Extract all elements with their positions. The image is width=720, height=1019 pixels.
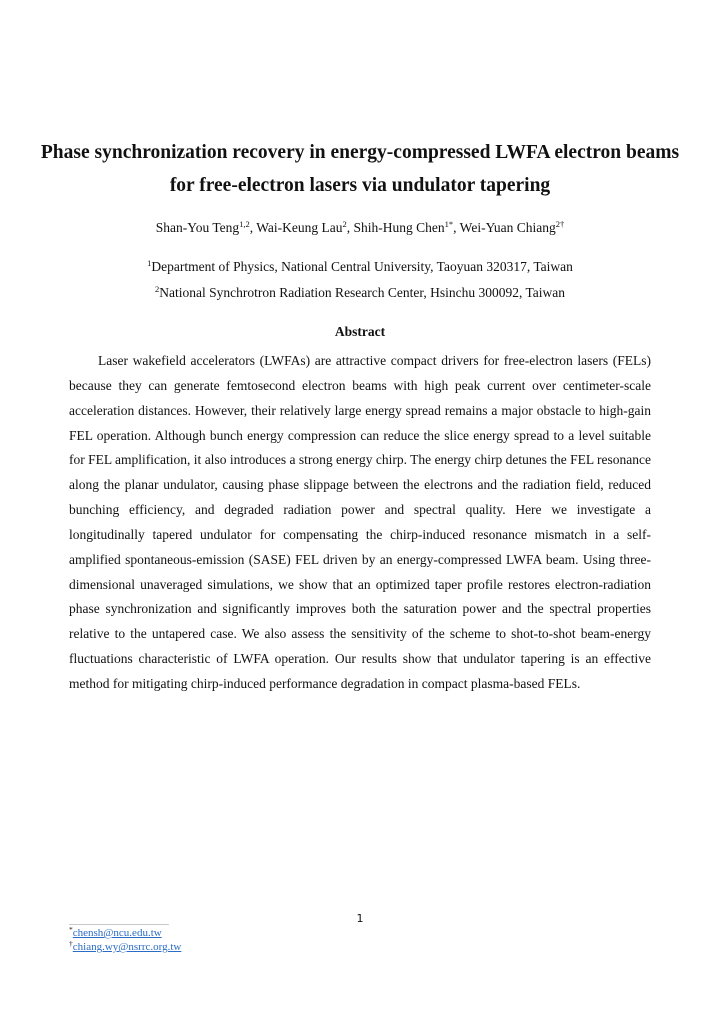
email-link[interactable]: chiang.wy@nsrrc.org.tw bbox=[72, 941, 182, 953]
affiliation-text: National Synchrotron Radiation Research Center, Hsinchu 300092, Taiwan bbox=[159, 285, 566, 300]
author-list: Shan-You Teng$^{1,2}$, Wai-Keung Lau$^2$, Shih-Hung Chen$^{1*}$, Wei-Yuan Chiang$^{2\dagger}$ bbox=[155, 219, 565, 235]
author-name: Wei-Yuan Chiang bbox=[459, 220, 556, 235]
author-affiliation-mark: 2 bbox=[342, 219, 347, 229]
paper-title: Phase synchronization recovery in energy-compressed LWFA electron beams for free-electron lasers via undulator tapering bbox=[40, 142, 680, 196]
abstract-body: Laser wakefield accelerators (LWFAs) are attractive compact drivers for free-electron lasers (FELs) because they can generate femtosecond electron beams with high peak current over centimeter-scale acceleration distances. However, their relatively large energy spread remains a major obstacle to high-gain FEL operation. Although bunch energy compression can reduce the slice energy spread to a level suitable for FEL amplification, it also introduces a strong energy chirp. The energy chirp detunes the FEL resonance along the planar undulator, causing phase slippage between the electrons and the radiation field, reduced bunching efficiency, and degraded radiation power and spectral quality. Here we investigate a longitudinally tapered undulator for compensating the chirp-induced resonance mismatch in a self-amplified spontaneous-emission (SASE) FEL driven by an energy-compressed LWFA beam. Using three-dimensional unaveraged simulations, we show that an optimized taper profile restores electron-radiation phase synchronization and significantly improves both the saturation power and the spectral properties relative to the untapered case. We also assess the sensitivity of the scheme to shot-to-shot beam-energy fluctuations characteristic of LWFA operation. Our results show that undulator tapering is an effective method for mitigating chirp-induced performance degradation in compact plasma-based FELs. bbox=[69, 353, 651, 691]
footnote-mark: † bbox=[69, 939, 73, 948]
affiliation-mark: 1 bbox=[147, 258, 152, 268]
footnote-corresponding-author bbox=[69, 940, 181, 954]
affiliation bbox=[40, 283, 680, 303]
footnote-divider bbox=[69, 924, 169, 925]
author-name: Wai-Keung Lau bbox=[256, 220, 343, 235]
page-number: 1 bbox=[356, 912, 364, 925]
author-name: Shan-You Teng bbox=[155, 220, 240, 235]
footnote-corresponding-author bbox=[69, 926, 162, 940]
author-name: Shih-Hung Chen bbox=[353, 220, 445, 235]
author-affiliation-mark: 1,2 bbox=[239, 219, 250, 229]
abstract-heading: Abstract bbox=[334, 324, 386, 339]
footnote-mark: * bbox=[69, 925, 73, 934]
affiliation-text: Department of Physics, National Central University, Taoyuan 320317, Taiwan bbox=[151, 259, 573, 274]
affiliation-mark: 2 bbox=[154, 284, 160, 294]
author-affiliation-mark: 1* bbox=[444, 219, 454, 229]
email-link[interactable]: chensh@ncu.edu.tw bbox=[72, 927, 162, 939]
affiliation bbox=[40, 257, 680, 277]
author-affiliation-mark: 2† bbox=[555, 219, 565, 229]
